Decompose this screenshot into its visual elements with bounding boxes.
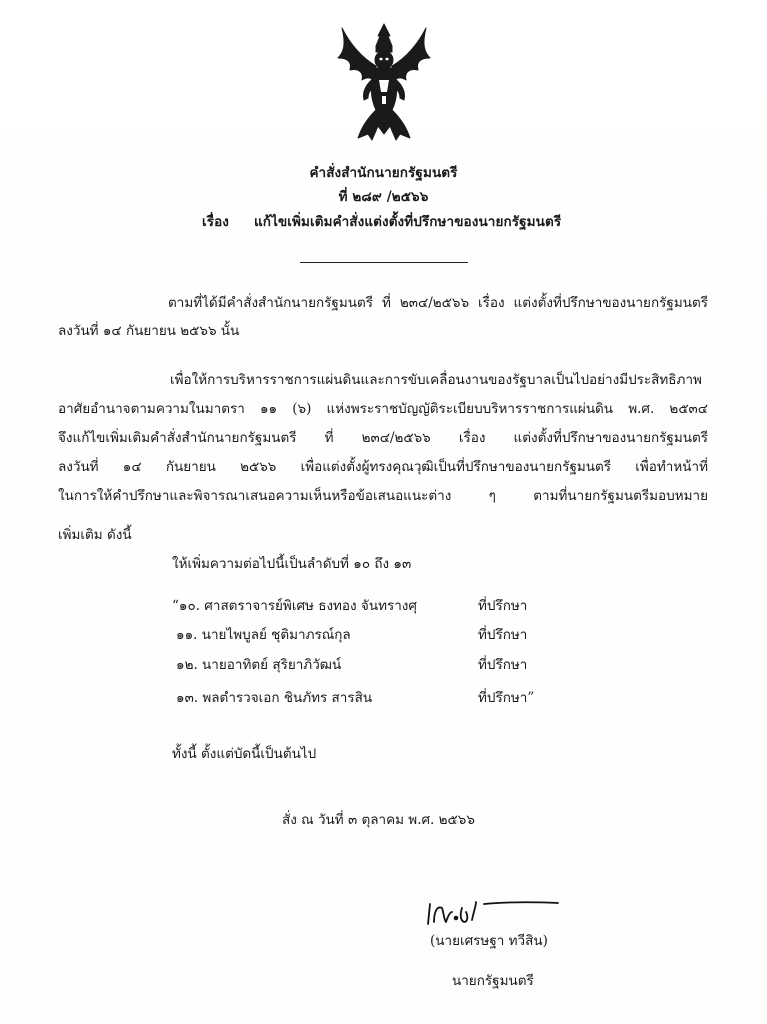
title-divider: [300, 262, 468, 263]
appointee-name: ๑๑. นายไพบูลย์ ชุติมาภรณ์กุล: [176, 627, 351, 643]
order-number: ที่ ๒๘๙ /๒๕๖๖: [338, 189, 429, 205]
para2-line4: ลงวันที่ ๑๔ กันยายน ๒๕๖๖ เพื่อแต่งตั้งผู้ทรงคุณวุฒิเป็นที่ปรึกษาของนายกรัฐมนตรี เพื่อทำหน้าที่: [58, 459, 708, 475]
para2-line2: อาศัยอำนาจตามความในมาตรา ๑๑ (๖) แห่งพระราชบัญญัติระเบียบบริหารราชการแผ่นดิน พ.ศ. ๒๕๓๔: [58, 401, 708, 417]
order-date: สั่ง ณ วันที่ ๓ ตุลาคม พ.ศ. ๒๕๖๖: [282, 812, 475, 828]
para2-line1: เพื่อให้การบริหารราชการแผ่นดินและการขับเคลื่อนงานของรัฐบาลเป็นไปอย่างมีประสิทธิภาพ: [170, 372, 702, 388]
list-intro: ให้เพิ่มความต่อไปนี้เป็นลำดับที่ ๑๐ ถึง ๑๓: [172, 556, 412, 572]
appointee-role: ที่ปรึกษา: [478, 627, 528, 643]
subject-text: แก้ไขเพิ่มเติมคำสั่งแต่งตั้งที่ปรึกษาของนายกรัฐมนตรี: [254, 214, 562, 230]
signer-name: (นายเศรษฐา ทวีสิน): [430, 933, 548, 949]
para2-line5: ในการให้คำปรึกษาและพิจารณาเสนอความเห็นหรือข้อเสนอแนะต่าง ๆ ตามที่นายกรัฐมนตรีมอบหมาย: [58, 488, 708, 504]
signature-mark: [424, 894, 564, 930]
document-title: คำสั่งสำนักนายกรัฐมนตรี: [309, 165, 458, 181]
garuda-emblem-icon: [332, 22, 436, 146]
signer-title: นายกรัฐมนตรี: [452, 973, 534, 989]
subject-label: เรื่อง: [202, 214, 229, 230]
effective-clause: ทั้งนี้ ตั้งแต่บัดนี้เป็นต้นไป: [172, 746, 317, 762]
appointee-name: ๑๒. นายอาทิตย์ สุริยาภิวัฒน์: [176, 657, 342, 673]
para2-line6: เพิ่มเติม ดังนี้: [58, 527, 132, 543]
appointee-role: ที่ปรึกษา”: [478, 690, 535, 706]
para1-line2: ลงวันที่ ๑๔ กันยายน ๒๕๖๖ นั้น: [58, 323, 240, 339]
appointee-name: ๑๓. พลตำรวจเอก ชินภัทร สารสิน: [176, 690, 373, 706]
appointee-role: ที่ปรึกษา: [478, 657, 528, 673]
para2-line3: จึงแก้ไขเพิ่มเติมคำสั่งสำนักนายกรัฐมนตรี ที่ ๒๓๔/๒๕๖๖ เรื่อง แต่งตั้งที่ปรึกษาของนายกรัฐมนตรี: [58, 430, 708, 446]
para1-line1: ตามที่ได้มีคำสั่งสำนักนายกรัฐมนตรี ที่ ๒๓๔/๒๕๖๖ เรื่อง แต่งตั้งที่ปรึกษาของนายกรัฐมนตรี: [168, 295, 708, 311]
appointee-role: ที่ปรึกษา: [478, 598, 528, 614]
appointee-name: “๑๐. ศาสตราจารย์พิเศษ ธงทอง จันทรางศุ: [172, 598, 417, 614]
